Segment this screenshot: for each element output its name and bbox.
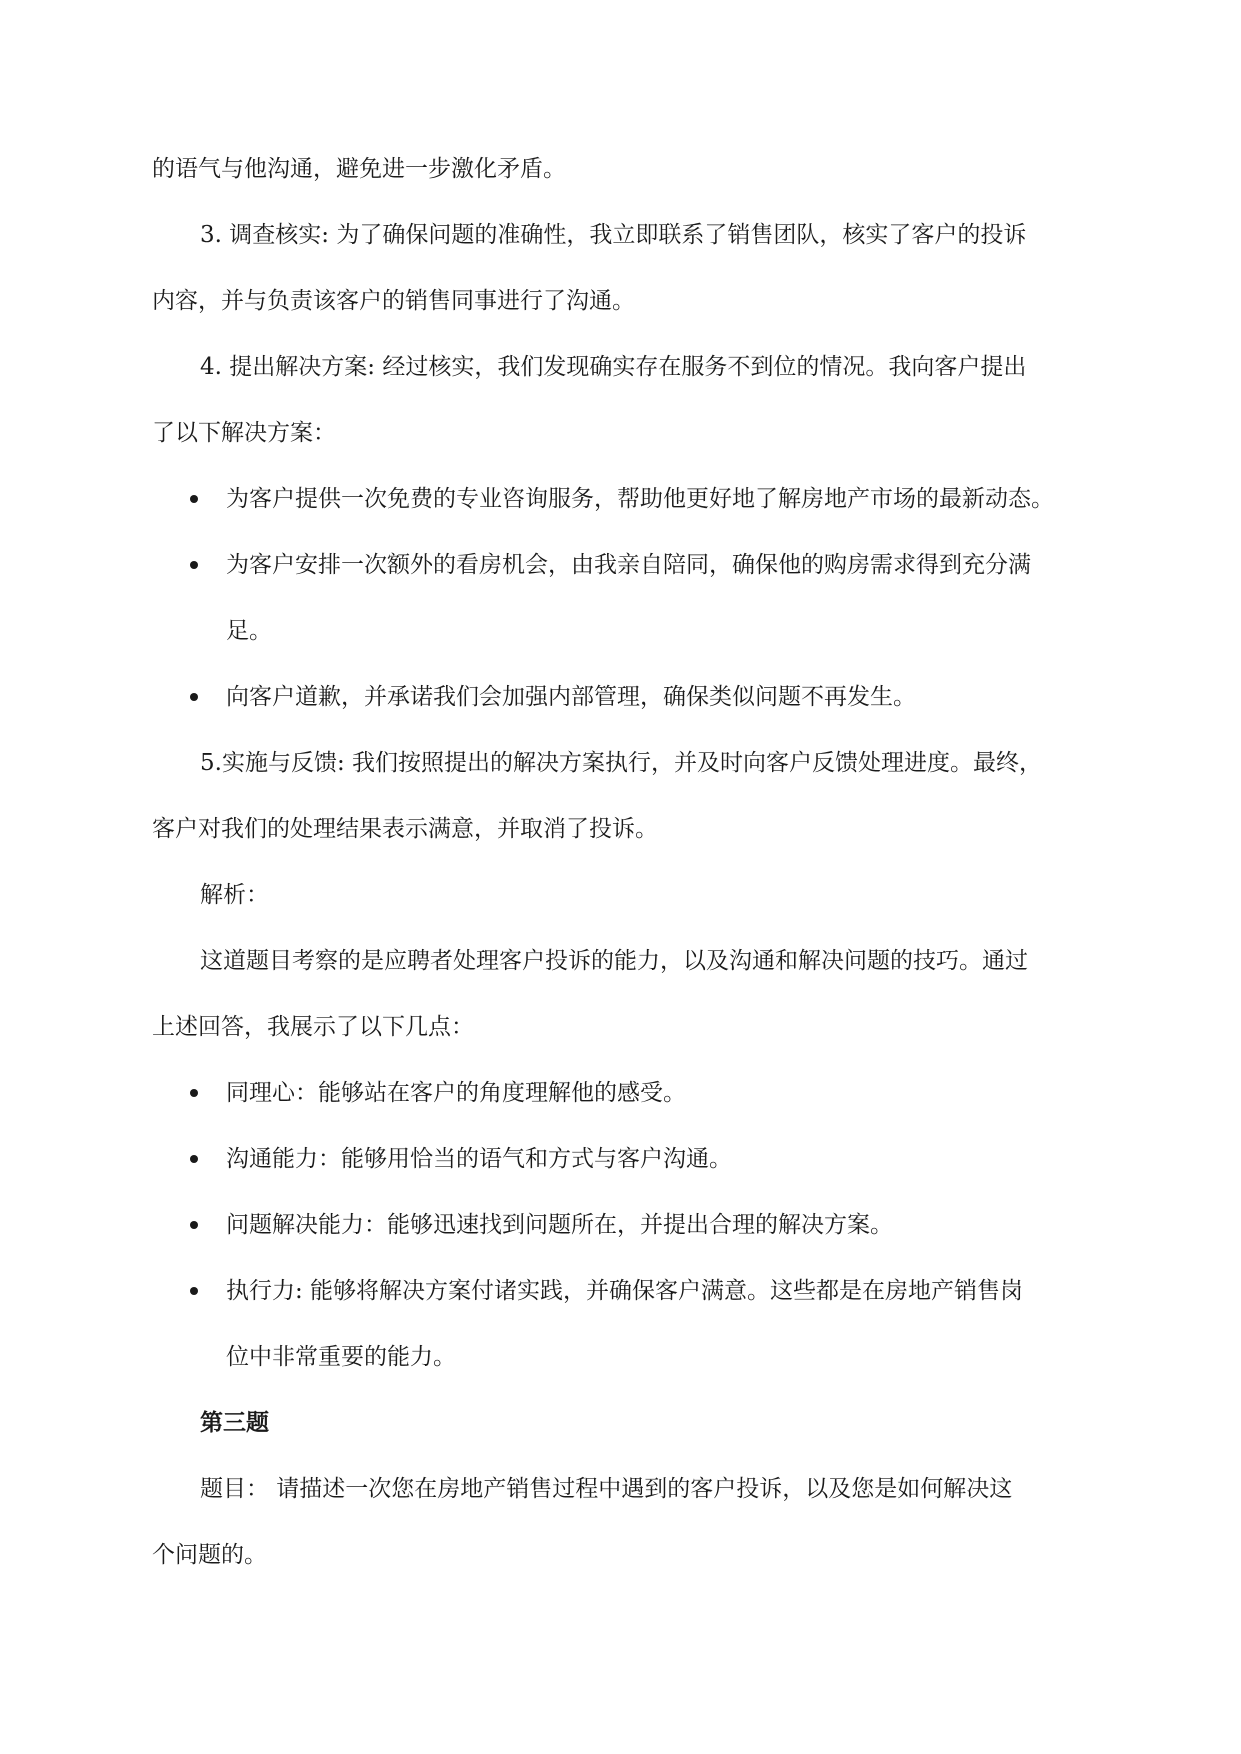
section-heading: 第三题 (200, 1409, 269, 1436)
bullet-dot-icon (190, 561, 198, 569)
bullet-dot-icon (190, 495, 198, 503)
step-4-paragraph-cont: 了以下解决方案： (152, 420, 336, 446)
step-3-paragraph-cont: 内容，并与负责该客户的销售同事进行了沟通。 (152, 288, 635, 314)
bullet-dot-icon (190, 693, 198, 701)
bullet-text: 执行力: 能够将解决方案付诸实践，并确保客户满意。这些都是在房地产销售岗 (226, 1278, 1024, 1304)
paragraph-continuation: 的语气与他沟通，避免进一步激化矛盾。 (152, 156, 566, 182)
bullet-dot-icon (190, 1221, 198, 1229)
analysis-heading: 解析： (200, 882, 269, 908)
analysis-paragraph: 这道题目考察的是应聘者处理客户投诉的能力，以及沟通和解决问题的技巧。通过 (200, 948, 1028, 974)
bullet-text: 沟通能力：能够用恰当的语气和方式与客户沟通。 (226, 1146, 732, 1172)
bullet-item-problem-solving (152, 1192, 1097, 1258)
step-4-paragraph: 4. 提出解决方案: 经过核实，我们发现确实存在服务不到位的情况。我向客户提出 (200, 354, 1027, 380)
bullet-item-empathy (152, 1060, 1097, 1126)
bullet-dot-icon (190, 1287, 198, 1295)
step-5-paragraph: 5.实施与反馈: 我们按照提出的解决方案执行，并及时向客户反馈处理进度。最终， (200, 750, 1043, 776)
question-paragraph: 题目： 请描述一次您在房地产销售过程中遇到的客户投诉，以及您是如何解决这 (200, 1476, 1013, 1502)
step-5-paragraph-cont: 客户对我们的处理结果表示满意，并取消了投诉。 (152, 816, 658, 842)
bullet-item-apology (152, 664, 1097, 730)
analysis-paragraph-cont: 上述回答，我展示了以下几点： (152, 1014, 474, 1040)
bullet-text: 同理心：能够站在客户的角度理解他的感受。 (226, 1080, 686, 1106)
bullet-item-communication (152, 1126, 1097, 1192)
bullet-item-consultation (152, 466, 1097, 532)
bullet-dot-icon (190, 1155, 198, 1163)
document-body (152, 136, 1097, 1588)
bullet-text: 向客户道歉，并承诺我们会加强内部管理，确保类似问题不再发生。 (226, 684, 916, 710)
bullet-item-execution (152, 1258, 1097, 1324)
question-paragraph-cont: 个问题的。 (152, 1542, 267, 1568)
bullet-text: 问题解决能力：能够迅速找到问题所在，并提出合理的解决方案。 (226, 1212, 893, 1238)
bullet-dot-icon (190, 1089, 198, 1097)
bullet-item-viewing (152, 532, 1097, 598)
step-3-paragraph: 3. 调查核实: 为了确保问题的准确性，我立即联系了销售团队，核实了客户的投诉 (200, 222, 1027, 248)
bullet-item-execution-cont: 位中非常重要的能力。 (226, 1344, 456, 1370)
bullet-item-viewing-cont: 足。 (226, 618, 272, 644)
bullet-text: 为客户安排一次额外的看房机会，由我亲自陪同，确保他的购房需求得到充分满 (226, 552, 1031, 578)
bullet-text: 为客户提供一次免费的专业咨询服务，帮助他更好地了解房地产市场的最新动态。 (226, 486, 1054, 512)
